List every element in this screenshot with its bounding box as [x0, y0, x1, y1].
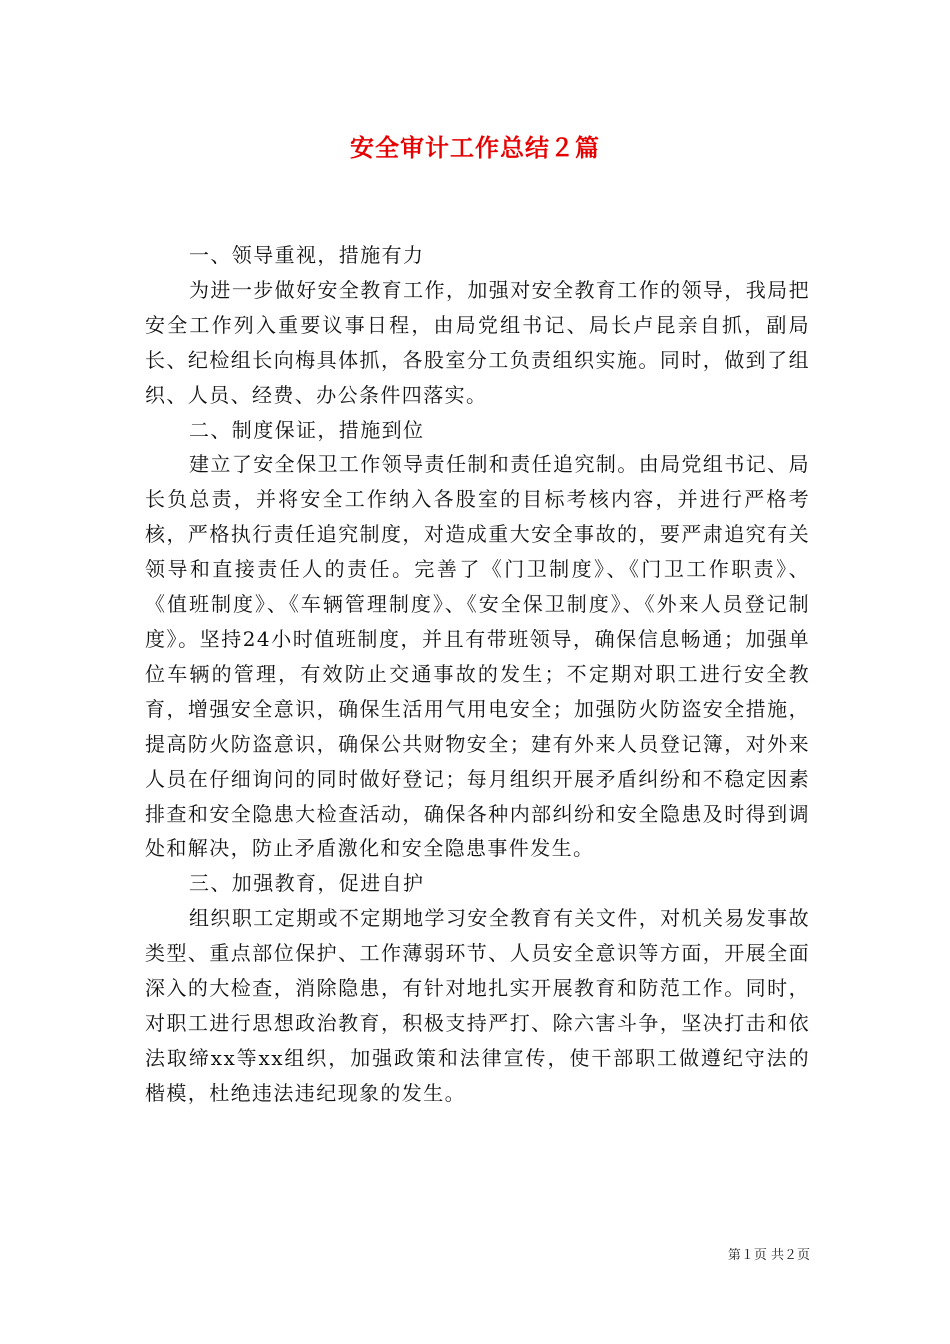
paragraph-1: 为进一步做好安全教育工作，加强对安全教育工作的领导，我局把安全工作列入重要议事日程，由局党组书记、局长卢昆亲自抓，副局长、纪检组长向梅具体抓，各股室分工负责组织实施。同时，做到了组织、人员、经费、办公条件四落实。 — [145, 277, 810, 407]
section-heading-2: 二、制度保证，措施到位 — [189, 417, 425, 442]
page-number-footer — [728, 1247, 810, 1265]
paragraph-2: 建立了安全保卫工作领导责任制和责任追究制。由局党组书记、局长负总责，并将安全工作纳入各股室的目标考核内容，并进行严格考核，严格执行责任追究制度，对造成重大安全事故的，要严肃追究有关领导和直接责任人的责任。完善了《门卫制度》、《门卫工作职责》、《值班制度》、《车辆管理制度》、《安全保卫制度》、《外来人员登记制度》。坚持24小时值班制度，并且有带班领导，确保信息畅通；加强单位车辆的管理，有效防止交通事故的发生；不定期对职工进行安全教育，增强安全意识，确保生活用气用电安全；加强防火防盗安全措施，提高防火防盗意识，确保公共财物安全；建有外来人员登记簿，对外来人员在仔细询问的同时做好登记；每月组织开展矛盾纠纷和不稳定因素排查和安全隐患大检查活动，确保各种内部纠纷和安全隐患及时得到调处和解决，防止矛盾激化和安全隐患事件发生。 — [145, 452, 810, 861]
document-title: 安全审计工作总结２篇 — [350, 133, 600, 162]
paragraph-3: 组织职工定期或不定期地学习安全教育有关文件，对机关易发事故类型、重点部位保护、工作薄弱环节、人员安全意识等方面，开展全面深入的大检查，消除隐患，有针对地扎实开展教育和防范工作。同时，对职工进行思想政治教育，积极支持严打、除六害斗争，坚决打击和依法取缔xx等xx组织，加强政策和法律宣传，使干部职工做遵纪守法的楷模，杜绝违法违纪现象的发生。 — [145, 906, 810, 1105]
document-body — [145, 238, 810, 1111]
page-number-label: 第１页 共２页 — [727, 1248, 810, 1263]
section-heading-1: 一、领导重视，措施有力 — [189, 243, 425, 267]
section-heading-3: 三、加强教育，促进自护 — [189, 871, 425, 896]
